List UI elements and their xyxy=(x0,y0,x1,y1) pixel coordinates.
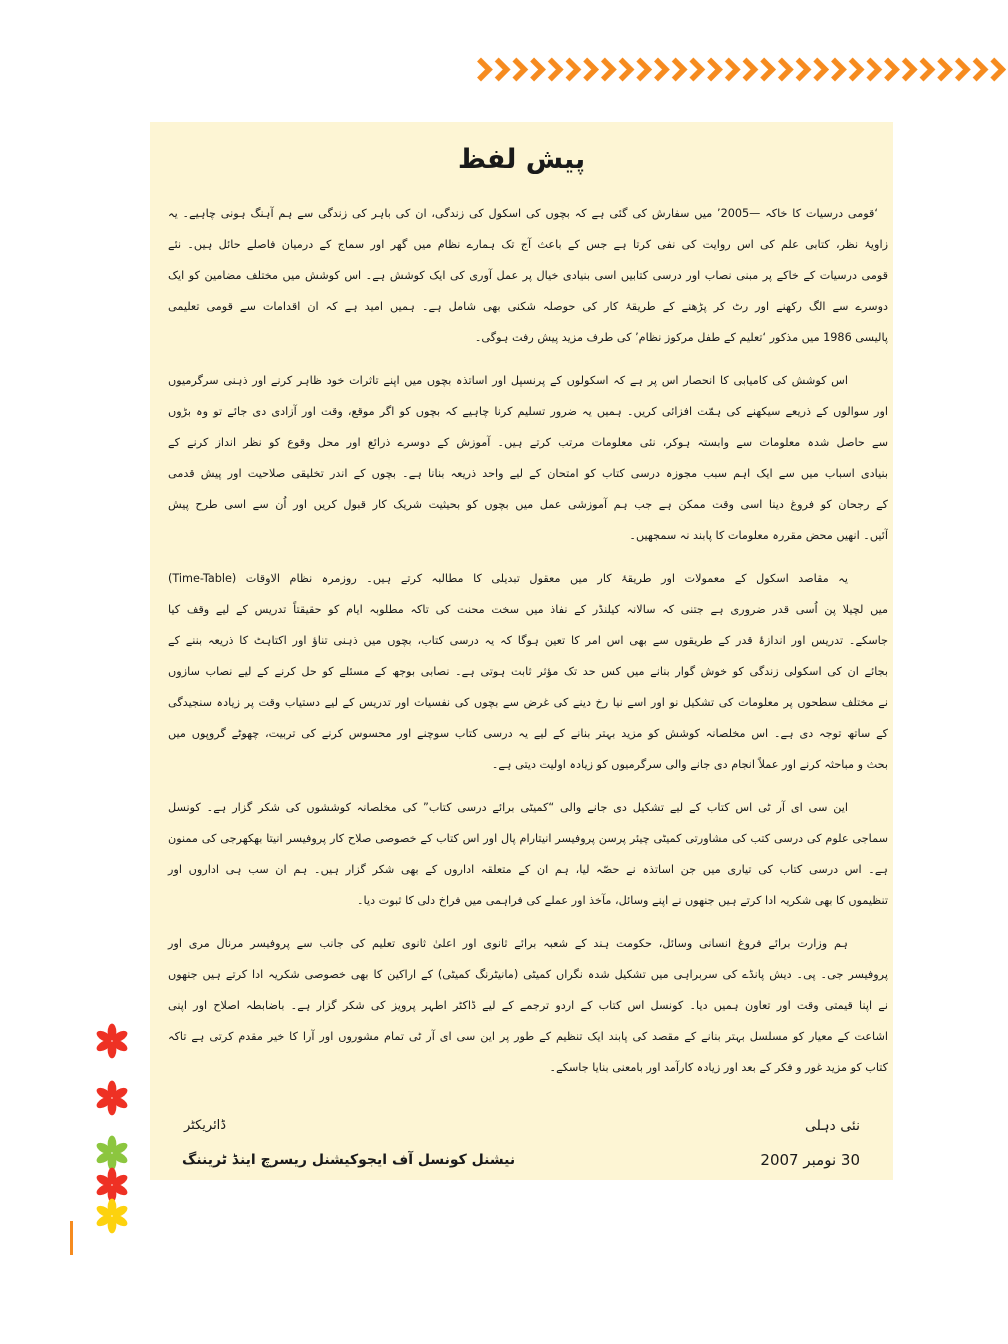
flower-petals xyxy=(95,1081,129,1116)
foreword-line: میں لچیلا پن اُسی قدر ضروری ہے جتنی کہ سالانہ کیلنڈر کے نفاذ میں سخت محنت کی تاکہ مطلوبہ ایام کو حقیقتاً تدریس کے لیے وقف کیا xyxy=(168,603,888,616)
foreword-line: کے رجحان کو فروغ دینا اسی وقت ممکن ہے جب ہم آموزشی عمل میں بچوں کو بحیثیت شریک کار قبول کریں اور اُن سے اسی طرح پیش xyxy=(168,498,888,511)
foreword-line: سے حاصل شدہ معلومات سے وابستہ ہوکر، نئی معلومات مرتب کرتے ہیں۔ آموزش کے دوسرے ذرائع اور محل وقوع کو نظر انداز کرنے کے xyxy=(168,436,888,449)
foreword-line: کے ساتھ توجہ دی ہے۔ اس مخلصانہ کوشش کو مزید بہتر بنانے کے لیے یہ درسی کتاب سوچنے اور محسوس کرنے کی تربیت، چھوٹے گروپوں میں xyxy=(168,727,888,740)
signature-place: نئی دہلی xyxy=(805,1118,860,1134)
paragraph xyxy=(166,792,888,916)
foreword-box xyxy=(150,122,893,1180)
foreword-line: بنیادی اسباب میں سے ایک اہم سبب مجوزہ درسی کتاب کو امتحان کے لیے واحد ذریعہ بنانا ہے۔ بچوں کے اندر تخلیقی صلاحیت اور پیش قدمی xyxy=(168,467,888,480)
foreword-line: ہے۔ اس درسی کتاب کی تیاری میں جن اساتذہ نے حصّہ لیا، ہم ان کے متعلقہ اداروں کے بھی شکر گزار ہیں۔ ہم ان سب ہی اداروں اور xyxy=(168,863,888,876)
foreword-line: پالیسی 1986 میں مذکور ‘تعلیم کے طفل مرکوز نظام’ کی طرف مزید پیش رفت ہوگی۔ xyxy=(474,331,888,344)
chevron-band-fill xyxy=(476,57,1008,82)
foreword-line: پروفیسر جی۔ پی۔ دیش پانڈے کی سربراہی میں تشکیل شدہ نگراں کمیٹی (مانیٹرنگ کمیٹی) کے اراکین کا بھی خصوصی شکریہ ادا کرتے ہیں جنھوں xyxy=(168,968,888,981)
foreword-line: یہ مقاصد اسکول کے معمولات اور طریقۂ کار میں معقول تبدیلی کا مطالبہ کرتے ہیں۔ روزمرہ نظام الاوقات (Time-Table) xyxy=(168,572,848,585)
paragraph xyxy=(166,563,888,780)
foreword-line: زاویۂ نظر، کتابی علم کی اس روایت کی نفی کرتا ہے جس کے باعث آج تک ہمارے نظام میں گھر اور سماج کے درمیان فاصلے حائل ہیں۔ نئے xyxy=(168,238,888,251)
signatory-designation: ڈائریکٹر xyxy=(184,1118,227,1133)
asterisk-flower-icon xyxy=(93,1022,131,1060)
foreword-line: دوسرے سے الگ رکھنے اور رٹ کر پڑھنے کے طریقۂ کار کی حوصلہ شکنی بھی شامل ہے۔ ہمیں امید ہے کہ ان اقدامات سے قومی تعلیمی xyxy=(168,300,888,313)
foreword-line: اس کوشش کی کامیابی کا انحصار اس پر ہے کہ اسکولوں کے پرنسپل اور اساتذہ بچوں میں اپنے تاثرات خود ظاہر کرنے اور ذہنی سرگرمیوں xyxy=(168,374,848,387)
flower-petals xyxy=(95,1199,129,1234)
foreword-line: اشاعت کے معیار کو مسلسل بہتر بنانے کے مقصد کی پابند ایک تنظیم کے طور پر این سی ای آر ٹی تمام مشوروں اور آرا کا خیر مقدم کرتی ہے تاکہ xyxy=(168,1030,888,1043)
foreword-line: تنظیموں کا بھی شکریہ ادا کرتے ہیں جنھوں نے اپنے وسائل، مآخذ اور عملے کی فراہمی میں فراخ دلی کا ثبوت دیا۔ xyxy=(356,894,888,907)
flower-petals xyxy=(95,1024,129,1059)
foreword-line: نے مختلف سطحوں پر معلومات کی تشکیل نو اور اسے نیا رخ دینے کی غرض سے بچوں کی نفسیات اور تدریس کے لیے دستیاب وقت پر زیادہ سنجیدگی xyxy=(168,696,888,709)
asterisk-flower-icon xyxy=(93,1197,131,1235)
chevron-band-icon xyxy=(476,57,1008,82)
foreword-line: قومی درسیات کے خاکے پر مبنی نصاب اور درسی کتابیں اسی بنیادی خیال پر عمل آوری کی ایک کوشش ہے۔ اس کوشش میں مختلف مضامین کو ایک xyxy=(168,269,888,282)
foreword-line: جاسکے۔ تدریس اور اندازۂ قدر کے طریقوں سے بھی اس امر کا تعین ہوگا کہ یہ درسی کتاب، بچوں میں ذہنی تناؤ اور اکتاہٹ کا ذریعہ بننے کے xyxy=(168,634,888,647)
foreword-line: ‘قومی درسیات کا خاکہ —2005’ میں سفارش کی گئی ہے کہ بچوں کی اسکول کی زندگی، ان کی باہر کی زندگی سے ہم آہنگ ہونی چاہیے۔ یہ xyxy=(168,207,878,220)
page-title: پیش لفظ xyxy=(457,144,586,175)
signatory-organization: نیشنل کونسل آف ایجوکیشنل ریسرچ اینڈ ٹریننگ xyxy=(182,1152,516,1168)
paragraph xyxy=(166,928,888,1083)
paragraph xyxy=(166,198,888,353)
asterisk-flower-icon xyxy=(93,1079,131,1117)
foreword-line: کتاب کو مزید غور و فکر کے بعد اور زیادہ کارآمد اور بامعنی بنایا جاسکے۔ xyxy=(549,1061,888,1074)
margin-rule xyxy=(70,1221,73,1255)
foreword-line: نے اپنا قیمتی وقت اور تعاون ہمیں دیا۔ کونسل اس کتاب کے اردو ترجمے کے لیے ڈاکٹر اطہر پرویز کی شکر گزار ہے۔ باضابطہ اصلاح اور اپنی xyxy=(168,999,888,1012)
foreword-line: بحث و مباحثہ کرنے اور عملاً انجام دی جانے والی سرگرمیوں کو زیادہ اولیت دیتی ہے۔ xyxy=(491,758,888,771)
foreword-line: اور سوالوں کے ذریعے سیکھنے کی ہمّت افزائی کریں۔ ہمیں یہ ضرور تسلیم کرنا چاہیے کہ بچوں کو اگر موقع، وقت اور آزادی دی جائے تو وہ بڑوں xyxy=(168,405,888,418)
signature-date: 30 نومبر 2007 xyxy=(760,1151,860,1169)
foreword-line: ہم وزارت برائے فروغ انسانی وسائل، حکومت ہند کے شعبہ برائے ثانوی اور اعلیٰ ثانوی تعلیم کی جانب سے پروفیسر مرنال مری اور xyxy=(168,937,848,950)
paragraph xyxy=(166,365,888,551)
foreword-body xyxy=(166,198,888,1083)
foreword-line: بجائے ان کی اسکولی زندگی کو خوش گوار بنانے میں کس حد تک مؤثر ثابت ہوتی ہے۔ نصابی بوجھ کے مسئلے کو حل کرنے کے لیے نصاب سازوں xyxy=(168,665,888,678)
foreword-line: آئیں۔ انھیں محض مقررہ معلومات کا پابند نہ سمجھیں۔ xyxy=(629,529,888,542)
foreword-line: سماجی علوم کی درسی کتب کی مشاورتی کمیٹی چیئر پرسن پروفیسر انیتارام پال اور اس کتاب کے خصوصی صلاح کار پروفیسر انیتا بھکھرجی کی ممنون xyxy=(168,832,888,845)
foreword-line: این سی ای آر ٹی اس کتاب کے لیے تشکیل دی جانے والی “کمیٹی برائے درسی کتاب” کی مخلصانہ کوششوں کی شکر گزار ہے۔ کونسل xyxy=(168,801,848,814)
